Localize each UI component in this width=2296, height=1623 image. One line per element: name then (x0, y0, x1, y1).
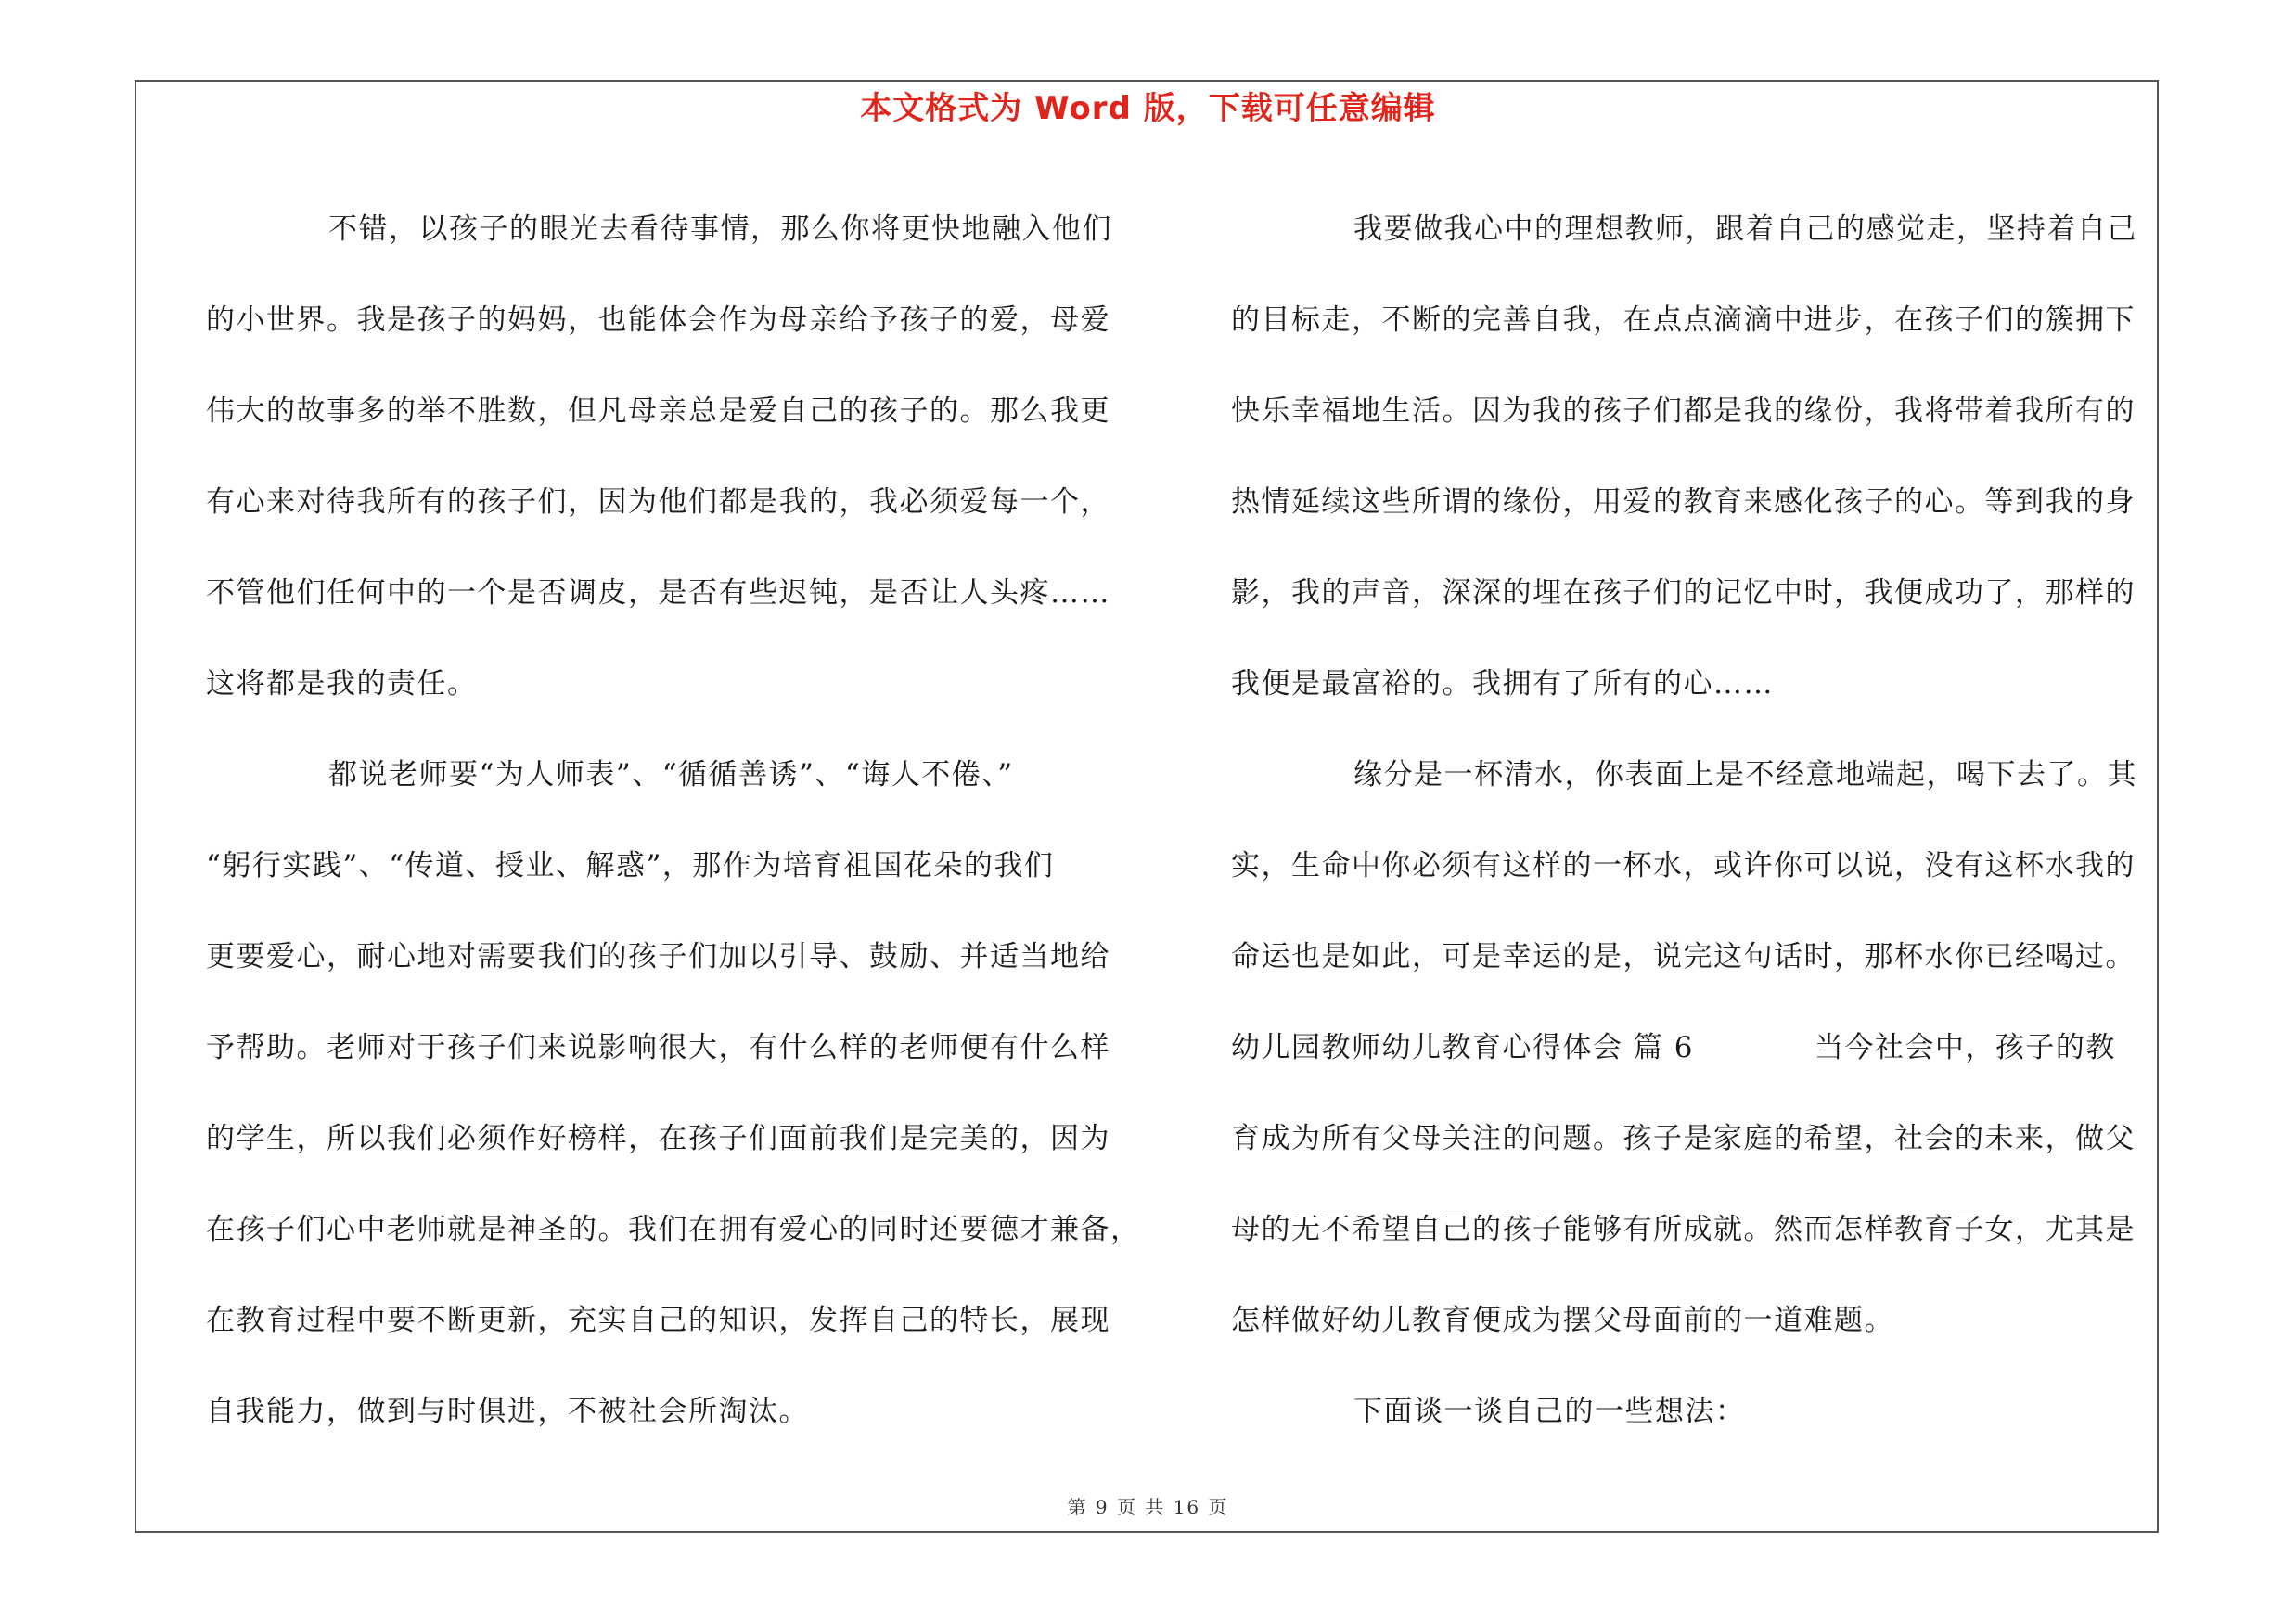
right-text-column (1231, 184, 2168, 1457)
paragraph-line: 热情延续这些所谓的缘份，用爱的教育来感化孩子的心。等到我的身 (1231, 485, 2136, 519)
page-number: 第 9 页 共 16 页 (1067, 1496, 1229, 1518)
paragraph-line: 有心来对待我所有的孩子们，因为他们都是我的，我必须爱每一个， (206, 485, 1110, 519)
section-heading-line (1231, 1002, 2168, 1093)
left-text-column (206, 184, 1143, 1457)
paragraph-line: 自我能力，做到与时俱进，不被社会所淘汰。 (206, 1395, 809, 1428)
paragraph-line: 我便是最富裕的。我拥有了所有的心…… (1231, 667, 1774, 701)
paragraph-line: 的目标走，不断的完善自我，在点点滴滴中进步，在孩子们的簇拥下 (1231, 303, 2136, 337)
section-lead-text: 当今社会中，孩子的教 (1814, 1031, 2116, 1064)
paragraph-line: 下面谈一谈自己的一些想法： (1353, 1395, 1746, 1428)
paragraph-line: 缘分是一杯清水，你表面上是不经意地端起，喝下去了。其 (1353, 758, 2137, 792)
paragraph-line: 不错，以孩子的眼光去看待事情，那么你将更快地融入他们 (328, 213, 1112, 246)
paragraph-line: 更要爱心，耐心地对需要我们的孩子们加以引导、鼓励、并适当地给 (206, 940, 1110, 973)
paragraph-line: 都说老师要“为人师表”、“循循善诱”、“诲人不倦、” (328, 758, 1014, 792)
paragraph-line: 实，生命中你必须有这样的一杯水，或许你可以说，没有这杯水我的 (1231, 849, 2136, 882)
paragraph-line: 伟大的故事多的举不胜数，但凡母亲总是爱自己的孩子的。那么我更 (206, 394, 1110, 428)
paragraph-line: 命运也是如此，可是幸运的是，说完这句话时，那杯水你已经喝过。 (1231, 940, 2136, 973)
paragraph-line: 的学生，所以我们必须作好榜样，在孩子们面前我们是完美的，因为 (206, 1122, 1110, 1155)
paragraph-line: 在孩子们心中老师就是神圣的。我们在拥有爱心的同时还要德才兼备， (206, 1213, 1141, 1246)
section-heading: 幼儿园教师幼儿教育心得体会 篇 6 (1231, 1031, 1694, 1064)
document-banner-title: 本文格式为 Word 版，下载可任意编辑 (860, 90, 1436, 127)
paragraph-line: 影，我的声音，深深的埋在孩子们的记忆中时，我便成功了，那样的 (1231, 576, 2136, 610)
paragraph-line: 怎样做好幼儿教育便成为摆父母面前的一道难题。 (1231, 1304, 1894, 1337)
paragraph-line: 在教育过程中要不断更新，充实自己的知识，发挥自己的特长，展现 (206, 1304, 1110, 1337)
paragraph-line: 快乐幸福地生活。因为我的孩子们都是我的缘份，我将带着我所有的 (1231, 394, 2136, 428)
paragraph-line: 育成为所有父母关注的问题。孩子是家庭的希望，社会的未来，做父 (1231, 1122, 2136, 1155)
paragraph-line: 的小世界。我是孩子的妈妈，也能体会作为母亲给予孩子的爱，母爱 (206, 303, 1110, 337)
paragraph-line: 不管他们任何中的一个是否调皮，是否有些迟钝，是否让人头疼…… (206, 576, 1110, 610)
paragraph-line: 母的无不希望自己的孩子能够有所成就。然而怎样教育子女，尤其是 (1231, 1213, 2136, 1246)
paragraph-line: 予帮助。老师对于孩子们来说影响很大，有什么样的老师便有什么样 (206, 1031, 1110, 1064)
paragraph-line: 这将都是我的责任。 (206, 667, 478, 701)
paragraph-line: 我要做我心中的理想教师，跟着自己的感觉走，坚持着自己 (1353, 213, 2137, 246)
paragraph-line: “躬行实践”、“传道、授业、解惑”，那作为培育祖国花朵的我们 (206, 849, 1055, 882)
